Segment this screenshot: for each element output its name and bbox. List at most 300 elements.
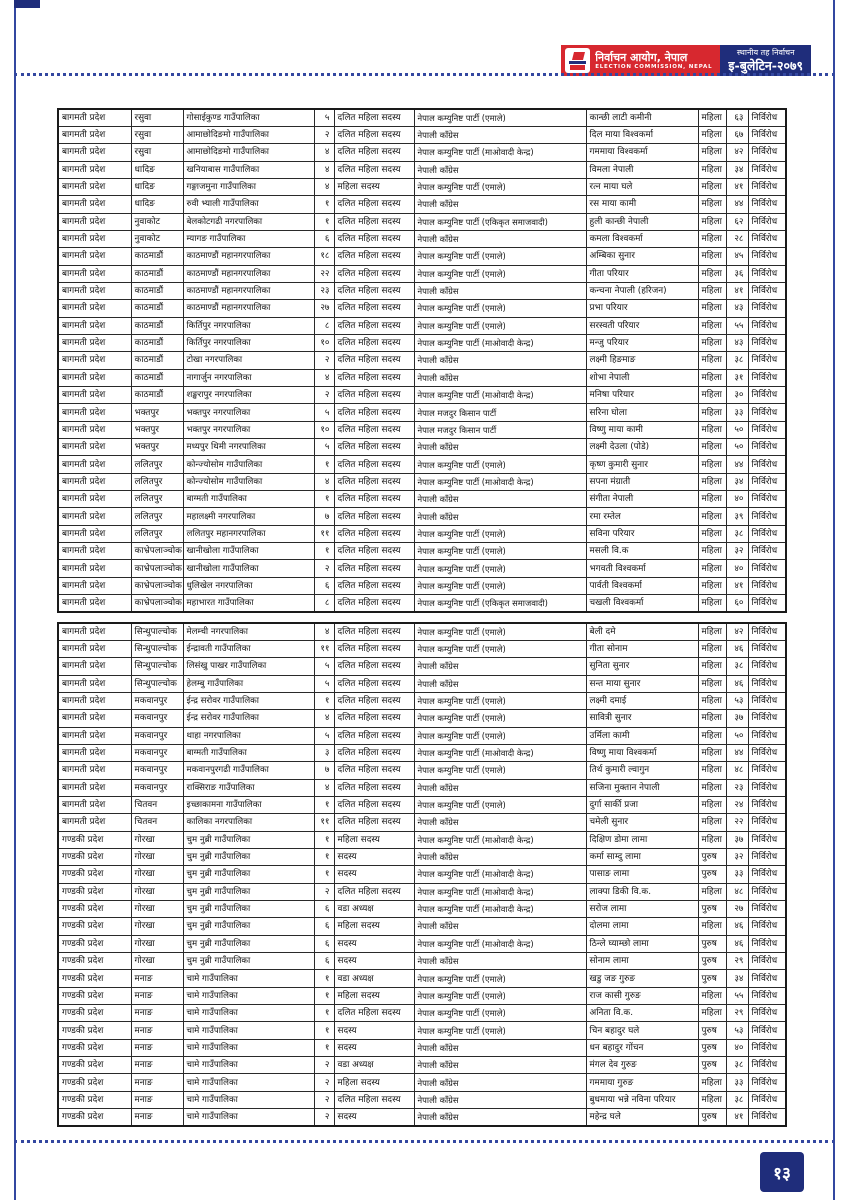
table-cell: महिला [698, 178, 726, 195]
table-cell: नेपाल कम्युनिष्ट पार्टी (एमाले) [414, 987, 586, 1004]
table-cell: निर्विरोध [748, 710, 786, 727]
table-row [58, 866, 786, 883]
table-cell: नेपाल कम्युनिष्ट पार्टी (एमाले) [414, 178, 586, 195]
table-row [58, 1057, 786, 1074]
table-cell: १ [314, 692, 334, 709]
table-cell: २ [314, 126, 334, 143]
table-cell: नेपाल कम्युनिष्ट पार्टी (माओवादी केन्द्र) [414, 473, 586, 490]
table-cell: तिर्थ कुमारी ल्वागुन [586, 762, 698, 779]
table-cell: ४३ [726, 300, 748, 317]
table-cell: नेपाली काँग्रेस [414, 918, 586, 935]
table-cell: बागमती प्रदेश [58, 317, 131, 334]
table-cell: ३३ [726, 866, 748, 883]
table-cell: नेपाली काँग्रेस [414, 848, 586, 865]
table-cell: राक्सिराङ गाउँपालिका [183, 779, 314, 796]
table-cell: चामे गाउँपालिका [183, 1005, 314, 1022]
table-cell: लक्ष्मी हिङमाङ [586, 352, 698, 369]
table-cell: दलित महिला सदस्य [334, 300, 414, 317]
table-cell: नेपाली काँग्रेस [414, 196, 586, 213]
table-cell: नेपाल कम्युनिष्ट पार्टी (माओवादी केन्द्र) [414, 935, 586, 952]
table-cell: महिला [698, 144, 726, 161]
table-cell: मकवानपुर [131, 779, 183, 796]
table-row [58, 658, 786, 675]
bulletin-subtitle: स्थानीय तह निर्वाचन [736, 48, 795, 57]
table-cell: दलित महिला सदस्य [334, 196, 414, 213]
table-cell: निर्विरोध [748, 935, 786, 952]
table-cell: निर्विरोध [748, 595, 786, 612]
table-cell: चुम नुब्री गाउँपालिका [183, 935, 314, 952]
table-cell: ११ [314, 640, 334, 657]
table-cell: महिला [698, 334, 726, 351]
table-cell: महिला [698, 282, 726, 299]
table-cell: ३४ [726, 473, 748, 490]
table-cell: दलित महिला सदस्य [334, 623, 414, 640]
table-cell: बागमती प्रदेश [58, 456, 131, 473]
table-row [58, 317, 786, 334]
table-cell: मनाङ [131, 1039, 183, 1056]
table-cell: ५० [726, 727, 748, 744]
table-cell: निर्विरोध [748, 525, 786, 542]
bulletin-title: इ-बुलेटिन-२०७९ [728, 58, 803, 73]
table-cell: नेपाल कम्युनिष्ट पार्टी (एमाले) [414, 248, 586, 265]
table-cell: दलित महिला सदस्य [334, 161, 414, 178]
table-cell: महिला [698, 814, 726, 831]
table-cell: बागमती प्रदेश [58, 404, 131, 421]
table-cell: नेपाली काँग्रेस [414, 508, 586, 525]
table-cell: २३ [726, 779, 748, 796]
table-cell: महिला [698, 265, 726, 282]
table-cell: निर्विरोध [748, 352, 786, 369]
table-cell: दलित महिला सदस्य [334, 473, 414, 490]
table-cell: दलित महिला सदस्य [334, 595, 414, 612]
table-cell: नेपाल कम्युनिष्ट पार्टी (एमाले) [414, 109, 586, 126]
page-number: १३ [773, 1163, 791, 1184]
header-dotted-divider [14, 73, 835, 76]
table-row [58, 213, 786, 230]
table-cell: ५ [314, 727, 334, 744]
table-row [58, 352, 786, 369]
table-cell: २२ [726, 814, 748, 831]
table-cell: १ [314, 796, 334, 813]
table-cell: खनियाबास गाउँपालिका [183, 161, 314, 178]
table-cell: १ [314, 848, 334, 865]
table-cell: १ [314, 1022, 334, 1039]
table-cell: काठमाडौं [131, 334, 183, 351]
table-cell: निर्विरोध [748, 577, 786, 594]
table-cell: नेपाली काँग्रेस [414, 230, 586, 247]
table-cell: म्यागङ गाउँपालिका [183, 230, 314, 247]
table-cell: निर्विरोध [748, 779, 786, 796]
table-cell: रसुवा [131, 144, 183, 161]
table-cell: बागमती प्रदेश [58, 491, 131, 508]
table-cell: ४१ [726, 1109, 748, 1126]
table-cell: बागमती प्रदेश [58, 814, 131, 831]
table-cell: ६२ [726, 213, 748, 230]
table-cell: वडा अध्यक्ष [334, 970, 414, 987]
table-cell: सन्त माया सुनार [586, 675, 698, 692]
table-cell: धादिङ [131, 178, 183, 195]
table-cell: नेपाल कम्युनिष्ट पार्टी (एमाले) [414, 1005, 586, 1022]
table-cell: सिन्धुपाल्चोक [131, 623, 183, 640]
table-cell: हुली कान्छी नेपाली [586, 213, 698, 230]
table-cell: चितवन [131, 796, 183, 813]
table-row [58, 491, 786, 508]
table-cell: बागमती प्रदेश [58, 525, 131, 542]
table-cell: ४३ [726, 334, 748, 351]
table-cell: लिसंखु पाखर गाउँपालिका [183, 658, 314, 675]
table-cell: चुम नुब्री गाउँपालिका [183, 918, 314, 935]
table-cell: ३३ [726, 404, 748, 421]
table-cell: ७ [314, 508, 334, 525]
table-cell: बागमती प्रदेश [58, 744, 131, 761]
table-cell: चुम नुब्री गाउँपालिका [183, 848, 314, 865]
table-cell: बागमती प्रदेश [58, 439, 131, 456]
table-cell: शोभा नेपाली [586, 369, 698, 386]
table-cell: निर्विरोध [748, 1074, 786, 1091]
table-cell: चुम नुब्री गाउँपालिका [183, 866, 314, 883]
table-cell: गोरखा [131, 900, 183, 917]
table-cell: काठमाण्डौं महानगरपालिका [183, 282, 314, 299]
table-cell: चखली विश्वकर्मा [586, 595, 698, 612]
table-cell: ५ [314, 439, 334, 456]
table-cell: संगीता नेपाली [586, 491, 698, 508]
table-cell: दलित महिला सदस्य [334, 144, 414, 161]
table-cell: महिला [698, 762, 726, 779]
page-border-left [14, 0, 16, 1200]
table-cell: नेपाल कम्युनिष्ट पार्टी (एमाले) [414, 796, 586, 813]
table-cell: ६ [314, 230, 334, 247]
table-cell: मध्यपुर थिमी नगरपालिका [183, 439, 314, 456]
table-cell: निर्विरोध [748, 508, 786, 525]
table-cell: मंगल देव गुरुङ [586, 1057, 698, 1074]
table-cell: नेपाल कम्युनिष्ट पार्टी (एमाले) [414, 623, 586, 640]
table-cell: ४२ [726, 623, 748, 640]
table-cell: २४ [726, 796, 748, 813]
table-cell: बागमती प्रदेश [58, 560, 131, 577]
table-row [58, 779, 786, 796]
table-cell: कमला विश्वकर्मा [586, 230, 698, 247]
table-cell: थाहा नगरपालिका [183, 727, 314, 744]
table-row [58, 404, 786, 421]
table-cell: ४६ [726, 675, 748, 692]
table-cell: निर्विरोध [748, 918, 786, 935]
table-cell: दलित महिला सदस्य [334, 491, 414, 508]
table-cell: ३८ [726, 525, 748, 542]
table-row [58, 675, 786, 692]
table-cell: निर्विरोध [748, 248, 786, 265]
table-cell: ३८ [726, 658, 748, 675]
table-cell: वडा अध्यक्ष [334, 900, 414, 917]
table-row [58, 1074, 786, 1091]
table-row [58, 710, 786, 727]
table-row [58, 560, 786, 577]
table-cell: कोन्ज्योसोम गाउँपालिका [183, 473, 314, 490]
table-cell: निर्विरोध [748, 814, 786, 831]
table-cell: ७ [314, 762, 334, 779]
table-cell: पुरुष [698, 1109, 726, 1126]
election-commission-logo [561, 45, 811, 76]
table-cell: १० [314, 334, 334, 351]
table-cell: नेपाल कम्युनिष्ट पार्टी (एमाले) [414, 560, 586, 577]
table-cell: ५ [314, 404, 334, 421]
table-cell: पुरुष [698, 935, 726, 952]
table-cell: बागमती प्रदेश [58, 727, 131, 744]
table-cell: ईन्द्र सरोवर गाउँपालिका [183, 710, 314, 727]
table-cell: ४ [314, 710, 334, 727]
table-cell: ५३ [726, 692, 748, 709]
table-cell: नागार्जुन नगरपालिका [183, 369, 314, 386]
table-row [58, 953, 786, 970]
table-cell: निर्विरोध [748, 144, 786, 161]
table-cell: ३६ [726, 265, 748, 282]
table-cell: कृष्ण कुमारी सुनार [586, 456, 698, 473]
table-cell: १ [314, 491, 334, 508]
table-cell: सविना परियार [586, 525, 698, 542]
table-cell: ५३ [726, 1022, 748, 1039]
table-cell: नेपाल कम्युनिष्ट पार्टी (एमाले) [414, 543, 586, 560]
table-row [58, 1109, 786, 1126]
table-cell: भक्तपुर नगरपालिका [183, 404, 314, 421]
table-cell: ६ [314, 935, 334, 952]
table-cell: निर्विरोध [748, 744, 786, 761]
table-cell: २ [314, 387, 334, 404]
table-cell: ४ [314, 473, 334, 490]
table-cell: महिला [698, 508, 726, 525]
table-cell: बागमती प्रदेश [58, 762, 131, 779]
table-cell: ६ [314, 577, 334, 594]
ballot-hand-icon [565, 48, 590, 73]
table-cell: महिला [698, 439, 726, 456]
table-cell: पुरुष [698, 1022, 726, 1039]
table-cell: सोनाम लामा [586, 953, 698, 970]
table-cell: निर्विरोध [748, 300, 786, 317]
table-cell: नेपाल कम्युनिष्ट पार्टी (माओवादी केन्द्र) [414, 387, 586, 404]
table-cell: गण्डकी प्रदेश [58, 1039, 131, 1056]
table-cell: महिला [698, 918, 726, 935]
table-cell: १ [314, 987, 334, 1004]
table-cell: निर्विरोध [748, 473, 786, 490]
table-cell: बागमती प्रदेश [58, 779, 131, 796]
table-row [58, 1039, 786, 1056]
table-cell: नेपाल कम्युनिष्ट पार्टी (माओवादी केन्द्र) [414, 744, 586, 761]
table-cell: बागमती प्रदेश [58, 675, 131, 692]
table-row [58, 918, 786, 935]
table-cell: ४ [314, 178, 334, 195]
table-row [58, 1005, 786, 1022]
table-cell: दलित महिला सदस्य [334, 317, 414, 334]
table-cell: गोरखा [131, 935, 183, 952]
table-cell: दलित महिला सदस्य [334, 640, 414, 657]
table-cell: दलित महिला सदस्य [334, 230, 414, 247]
table-cell: दलित महिला सदस्य [334, 543, 414, 560]
table-cell: कोन्ज्योसोम गाउँपालिका [183, 456, 314, 473]
table-cell: ३१ [726, 369, 748, 386]
table-cell: महिला [698, 744, 726, 761]
table-cell: महिला [698, 213, 726, 230]
table-cell: महिला [698, 658, 726, 675]
table-cell: गण्डकी प्रदेश [58, 1022, 131, 1039]
table-cell: विष्णु माया विश्वकर्मा [586, 744, 698, 761]
table-cell: सदस्य [334, 1039, 414, 1056]
table-cell: गण्डकी प्रदेश [58, 1057, 131, 1074]
table-cell: पुरुष [698, 866, 726, 883]
table-cell: नेपाल कम्युनिष्ट पार्टी (एमाले) [414, 317, 586, 334]
table-cell: मनाङ [131, 970, 183, 987]
table-cell: ४ [314, 623, 334, 640]
table-cell: महिला सदस्य [334, 1074, 414, 1091]
table-cell: मनिषा परियार [586, 387, 698, 404]
table-cell: ४१ [726, 282, 748, 299]
table-cell: दलित महिला सदस्य [334, 508, 414, 525]
table-cell: निर्विरोध [748, 421, 786, 438]
table-cell: महिला [698, 1074, 726, 1091]
table-cell: निर्विरोध [748, 161, 786, 178]
table-cell: ईन्द्रावती गाउँपालिका [183, 640, 314, 657]
table-cell: रस माया कामी [586, 196, 698, 213]
table-cell: सिन्धुपाल्चोक [131, 640, 183, 657]
table-cell: नुवाकोट [131, 213, 183, 230]
table-cell: बागमती प्रदेश [58, 300, 131, 317]
table-cell: निर्विरोध [748, 970, 786, 987]
table-cell: महिला [698, 352, 726, 369]
table-cell: गण्डकी प्रदेश [58, 1109, 131, 1126]
table-cell: काठमाण्डौं महानगरपालिका [183, 248, 314, 265]
table-cell: गण्डकी प्रदेश [58, 883, 131, 900]
table-cell: ११ [314, 814, 334, 831]
table-cell: गोरखा [131, 831, 183, 848]
table-row [58, 230, 786, 247]
table-row [58, 109, 786, 126]
table-cell: दलित महिला सदस्य [334, 883, 414, 900]
table-cell: गोरखा [131, 866, 183, 883]
table-cell: ललितपुर [131, 525, 183, 542]
table-cell: नेपाल कम्युनिष्ट पार्टी (एमाले) [414, 265, 586, 282]
table-cell: महिला [698, 491, 726, 508]
table-cell: गण्डकी प्रदेश [58, 848, 131, 865]
table-cell: महिला [698, 883, 726, 900]
table-cell: नेपाली काँग्रेस [414, 126, 586, 143]
table-cell: गण्डकी प्रदेश [58, 1091, 131, 1108]
table-cell: निर्विरोध [748, 369, 786, 386]
table-cell: ६ [314, 918, 334, 935]
table-cell: महालक्ष्मी नगरपालिका [183, 508, 314, 525]
table-cell: २२ [314, 265, 334, 282]
table-cell: खडु जङ गुरुङ [586, 970, 698, 987]
table-cell: महिला [698, 404, 726, 421]
table-row [58, 595, 786, 612]
table-cell: काठमाडौं [131, 282, 183, 299]
table-cell: निर्विरोध [748, 692, 786, 709]
table-cell: नेपाल कम्युनिष्ट पार्टी (एमाले) [414, 1022, 586, 1039]
table-cell: बागमती प्रदेश [58, 213, 131, 230]
bulletin-title-panel [720, 45, 811, 76]
table-cell: गीता परियार [586, 265, 698, 282]
table-cell: ४ [314, 161, 334, 178]
table-cell: बागमती प्रदेश [58, 178, 131, 195]
table-cell: पुरुष [698, 848, 726, 865]
table-cell: नेपाली काँग्रेस [414, 491, 586, 508]
table-cell: ३ [314, 744, 334, 761]
table-cell: आमाछोदिङमो गाउँपालिका [183, 126, 314, 143]
table-cell: १ [314, 196, 334, 213]
table-cell: नेपाल कम्युनिष्ट पार्टी (एमाले) [414, 640, 586, 657]
table-cell: ६ [314, 953, 334, 970]
table-cell: चामे गाउँपालिका [183, 1057, 314, 1074]
table-cell: २ [314, 1074, 334, 1091]
table-cell: बागमती प्रदेश [58, 126, 131, 143]
table-cell: मन्जु परियार [586, 334, 698, 351]
table-cell: २ [314, 883, 334, 900]
table-row [58, 144, 786, 161]
table-cell: १ [314, 866, 334, 883]
table-cell: काठमाडौं [131, 352, 183, 369]
table-cell: निर्विरोध [748, 796, 786, 813]
table-cell: महिला [698, 126, 726, 143]
table-cell: ४ [314, 779, 334, 796]
table-cell: नेपाल कम्युनिष्ट पार्टी (माओवादी केन्द्र) [414, 144, 586, 161]
table-cell: ४५ [726, 248, 748, 265]
table-cell: नेपाल कम्युनिष्ट पार्टी (एमाले) [414, 456, 586, 473]
table-cell: धन बहादुर गोंचन [586, 1039, 698, 1056]
table-cell: बागमती प्रदेश [58, 334, 131, 351]
table-cell: पुरुष [698, 1039, 726, 1056]
table-cell: कान्छी लाटी कमीनी [586, 109, 698, 126]
table-row [58, 387, 786, 404]
table-cell: नेपाल कम्युनिष्ट पार्टी (एमाले) [414, 710, 586, 727]
table-cell: महिला [698, 987, 726, 1004]
table-cell: निर्विरोध [748, 178, 786, 195]
table-cell: शङ्खरापुर नगरपालिका [183, 387, 314, 404]
table-cell: २९ [726, 953, 748, 970]
table-row [58, 473, 786, 490]
table-cell: नेपाली काँग्रेस [414, 1074, 586, 1091]
table-cell: दलित महिला सदस्य [334, 525, 414, 542]
table-cell: गण्डकी प्रदेश [58, 987, 131, 1004]
table-cell: दलित महिला सदस्य [334, 710, 414, 727]
table-cell: ४१ [726, 178, 748, 195]
table-cell: काठमाडौं [131, 317, 183, 334]
table-cell: बागमती प्रदेश [58, 421, 131, 438]
table-cell: गोरखा [131, 918, 183, 935]
table-cell: निर्विरोध [748, 560, 786, 577]
table-cell: बागमती प्रदेश [58, 623, 131, 640]
table-cell: दुर्गा सार्की प्रजा [586, 796, 698, 813]
table-cell: २३ [314, 282, 334, 299]
table-cell: निर्विरोध [748, 126, 786, 143]
table-cell: मसली वि.क [586, 543, 698, 560]
table-cell: महिला [698, 387, 726, 404]
table-cell: ललितपुर [131, 473, 183, 490]
table-cell: निर्विरोध [748, 1039, 786, 1056]
table-cell: ४८ [726, 883, 748, 900]
table-cell: ८ [314, 595, 334, 612]
table-cell: काठमाण्डौं महानगरपालिका [183, 300, 314, 317]
table-cell: निर्विरोध [748, 387, 786, 404]
table-cell: सावित्री सुनार [586, 710, 698, 727]
table-cell: चुम नुब्री गाउँपालिका [183, 900, 314, 917]
table-cell: दोलमा लामा [586, 918, 698, 935]
table-cell: चामे गाउँपालिका [183, 1091, 314, 1108]
table-cell: निर्विरोध [748, 658, 786, 675]
table-cell: बागमती प्रदेश [58, 248, 131, 265]
table-row [58, 577, 786, 594]
table-row [58, 300, 786, 317]
table-cell: मकवानपुर [131, 710, 183, 727]
table-cell: गण्डकी प्रदेश [58, 935, 131, 952]
table-cell: दलित महिला सदस्य [334, 744, 414, 761]
table-cell: अम्बिका सुनार [586, 248, 698, 265]
table-cell: टोखा नगरपालिका [183, 352, 314, 369]
